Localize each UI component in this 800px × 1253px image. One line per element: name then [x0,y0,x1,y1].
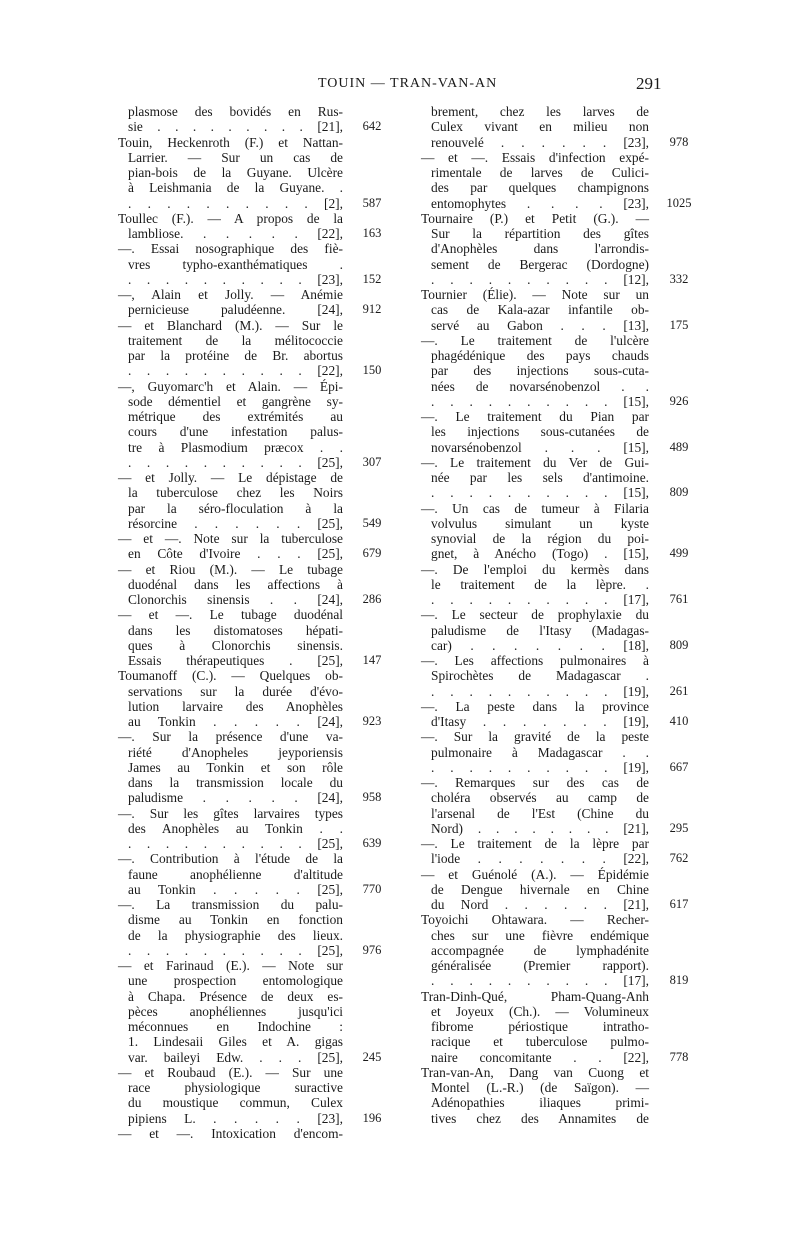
index-line: — et —. Note sur la tuberculose [118,531,343,546]
page-ref [350,409,394,424]
index-line: pian-bois de la Guyane. Ulcère [128,165,343,180]
page-ref [657,257,701,272]
index-line: cours d'une infestation palus- [128,424,343,440]
page-ref: 489 [669,439,689,454]
index-line: Culex vivant en milieu non [431,119,649,135]
index-line: Montel (L.-R.) (de Saïgon). — [431,1080,649,1095]
page-ref [657,775,701,790]
page-ref [350,180,394,195]
index-line: . . . . . . . . . . [17], [431,973,649,989]
index-line: racique et tuberculose pulmo- [431,1034,649,1050]
index-line: —. Le traitement de la lèpre par [421,836,649,851]
page-ref [350,424,394,439]
page-ref [350,577,394,592]
page-ref [657,623,701,638]
page-ref [657,241,701,256]
page-ref [350,1080,394,1095]
index-line: pipiens L. . . . . . [23], [128,1110,343,1126]
page-ref: 912 [362,302,382,317]
page-ref: 778 [669,1049,689,1064]
index-line: — et —. Intoxication d'encom- [118,1125,343,1141]
page-ref: 819 [669,973,689,988]
index-line: ques à Clonorchis sinensis. [128,637,343,653]
index-line: nées de novarsénobenzol . . [431,378,649,394]
index-line: synovial de la région du poi- [431,531,649,546]
page-ref [350,958,394,973]
index-line: au Tonkin . . . . . [25], [128,881,343,897]
index-line: lution larvaire des Anophèles [128,698,343,714]
index-line: disme au Tonkin en fonction [128,912,343,928]
index-line: Clonorchis sinensis . . [24], [128,592,343,607]
page-ref [657,668,701,683]
index-line: . . . . . . . . . . [2], [128,195,343,211]
page-ref [657,699,701,714]
index-line: —. Les affections pulmonaires à [421,653,649,668]
page-ref [657,577,701,592]
index-line: —. Sur la gravité de la peste [421,729,649,745]
page-ref [350,760,394,775]
index-line: paludisme de l'Itasy (Madagas- [431,622,649,638]
index-line: une prospection entomologique [128,973,343,989]
page-ref: 679 [362,546,382,561]
page-ref: 978 [669,134,689,149]
index-line: ches sur une fièvre endémique [431,927,649,943]
page-ref [350,562,394,577]
page-ref [657,379,701,394]
index-line: accompagnée de lymphadénite [431,942,649,958]
running-title: TOUIN — TRAN-VAN-AN [318,76,498,91]
index-line: par la protéine de Br. abortus [128,348,343,363]
index-line: Larrier. — Sur un cas de [128,149,343,165]
page-ref [350,1126,394,1141]
index-line: à Leishmania de la Guyane. . [128,180,343,196]
index-line: —. Un cas de tumeur à Filaria [421,500,649,516]
page-ref [350,989,394,1004]
page-ref: 549 [362,515,382,530]
index-line: var. baileyi Edw. . . . [25], [128,1049,343,1065]
index-line: faune anophélienne d'altitude [128,866,343,882]
page-ref [657,836,701,851]
index-line: la tuberculose chez les Noirs [128,485,343,501]
page-ref [350,607,394,622]
index-line: tre à Plasmodium præcox . . [128,439,343,455]
index-line: brement, chez les larves de [431,104,649,119]
page-ref [350,135,394,150]
index-line: plasmose des bovidés en Rus- [128,104,343,119]
index-line: Toyoichi Ohtawara. — Recher- [421,912,649,928]
page-ref [350,806,394,821]
page-ref [350,501,394,516]
page-ref: 196 [362,1110,382,1125]
page-ref [350,165,394,180]
index-line: les injections sous-cutanées de [431,424,649,440]
index-line: —. Le traitement du Pian par [421,409,649,424]
index-line: —. La transmission du palu- [118,897,343,912]
index-line: sode démentiel et gangrène sy- [128,393,343,409]
index-line: en Côte d'Ivoire . . . [25], [128,546,343,562]
index-line: traitement de la mélitococcie [128,332,343,348]
page-ref [350,699,394,714]
index-line: . . . . . . . . . . [25], [128,942,343,958]
index-line: — et Blanchard (M.). — Sur le [118,317,343,333]
page-ref: 761 [669,592,689,606]
page-ref [350,897,394,912]
index-line: servations sur la durée d'évo- [128,683,343,699]
index-line: d'Itasy . . . . . . . [19], [431,714,649,729]
page-ref [350,394,394,409]
page-ref [350,333,394,348]
page-ref [350,211,394,226]
page-ref [657,729,701,744]
index-line: — et —. Le tubage duodénal [118,607,343,623]
index-line: dans les distomatoses hépati- [128,622,343,638]
index-line: Toullec (F.). — A propos de la [118,210,343,226]
page-ref [350,729,394,744]
page-ref [350,287,394,302]
page-ref [350,1095,394,1110]
index-line: des Anophèles au Tonkin . . [128,820,343,836]
page-ref: 307 [362,454,382,469]
page-ref [350,668,394,683]
index-line: . . . . . . . . . . [12], [431,271,649,287]
index-line: sement de Bergerac (Dordogne) [431,256,649,272]
index-line: l'arsenal de l'Est (Chine du [431,805,649,821]
index-line: le traitement de la lèpre. . [431,576,649,592]
page-ref [657,348,701,363]
index-line: cas de Kala-azar infantile ob- [431,302,649,318]
page-ref: 770 [362,881,382,896]
page-ref [657,470,701,485]
page-ref: 667 [669,759,689,774]
index-line: Touin, Heckenroth (F.) et Nattan- [118,134,343,150]
page-ref [350,485,394,500]
index-line: —. Le secteur de prophylaxie du [421,607,649,623]
index-line: — et —. Essais d'infection expé- [421,149,649,165]
page-ref: 150 [362,363,382,378]
index-line: pulmonaire à Madagascar . . [431,744,649,760]
page-ref: 147 [362,653,382,667]
index-line: —, Alain et Jolly. — Anémie [118,287,343,302]
page-ref [657,653,701,668]
page-ref: 499 [669,546,689,561]
page-ref [657,1019,701,1034]
page-ref: 163 [362,226,382,240]
index-line: volvulus simulant un kyste [431,515,649,531]
page-ref: 809 [669,637,689,652]
index-line: — et Farinaud (E.). — Note sur [118,958,343,973]
right-page-refs [657,104,701,1126]
index-line: d'Anophèles dans l'arrondis- [431,241,649,257]
page-ref [657,958,701,973]
left-column [118,104,343,1141]
page-ref [657,1111,701,1126]
left-page-refs [350,104,394,1141]
index-line: —. Le traitement du Ver de Gui- [421,454,649,470]
index-line: entomophytes . . . . [23], [431,195,649,211]
index-line: lambliose. . . . . . [22], [128,226,343,241]
index-line: riété d'Anopheles jeyporiensis [128,744,343,760]
index-line: duodénal dans les affections à [128,576,343,592]
page-ref: 617 [669,897,689,911]
index-line: au Tonkin . . . . . [24], [128,714,343,729]
page-ref [350,775,394,790]
index-line: naire concomitante . . [22], [431,1049,649,1065]
page-ref [350,973,394,988]
page-ref [350,623,394,638]
page-ref [350,241,394,256]
index-line: —. La peste dans la province [421,698,649,714]
page-ref [657,211,701,226]
page-ref: 410 [669,714,689,728]
page-ref [350,928,394,943]
index-line: choléra observés au camp de [431,790,649,806]
index-line: Toumanoff (C.). — Quelques ob- [118,668,343,684]
page-ref [657,943,701,958]
page-ref: 926 [669,393,689,408]
page-ref [350,531,394,546]
index-line: dans la transmission locale du [128,775,343,790]
page-ref: 923 [362,714,382,728]
index-line: Tran-Dinh-Qué, Pham-Quang-Anh [421,988,649,1004]
page-ref: 958 [362,790,382,805]
index-line: James au Tonkin et son rôle [128,759,343,775]
page-ref [657,150,701,165]
index-line: de Dengue hivernale en Chine [431,881,649,897]
page-number: 291 [636,74,662,93]
index-line: méconnues en Indochine : [128,1019,343,1034]
index-line: —. Remarques sur des cas de [421,775,649,790]
index-line: Tournaire (P.) et Petit (G.). — [421,210,649,226]
page-ref [657,745,701,760]
page-ref [350,318,394,333]
page-ref: 809 [669,485,689,500]
page-ref [350,379,394,394]
index-line: —. Contribution à l'étude de la [118,851,343,867]
page-ref [350,104,394,119]
index-line: Nord) . . . . . . . . [21], [431,820,649,836]
page-ref [350,1065,394,1080]
page-ref [350,745,394,760]
page-ref [350,1034,394,1049]
page-ref [657,1080,701,1095]
index-line: Spirochètes de Madagascar . [431,668,649,684]
index-line: métrique des extrémités au [128,409,343,424]
index-line: . . . . . . . . . . [25], [128,836,343,851]
page-ref: 261 [669,683,689,698]
page-ref [657,806,701,821]
index-line: rimentale de larves de Culici- [431,165,649,180]
index-line: vres typho-exanthématiques . [128,256,343,272]
index-line: servé au Gabon . . . [13], [431,317,649,333]
index-line: de la physiographie des lieux. [128,927,343,943]
right-column [421,104,649,1126]
index-line: Tran-van-An, Dang van Cuong et [421,1064,649,1080]
page-ref [657,531,701,546]
page-ref [657,928,701,943]
page-ref: 587 [362,195,382,210]
index-line: . . . . . . . . . . [19], [431,759,649,775]
page-ref: 152 [362,271,382,286]
page-ref: 639 [362,836,382,850]
index-line: des par quelques champignons [431,180,649,196]
page-ref: 332 [669,271,689,286]
page-ref: 295 [669,820,689,835]
page-ref [657,1034,701,1049]
page-ref [657,501,701,516]
index-line: — et Riou (M.). — Le tubage [118,561,343,577]
page-ref [657,1065,701,1080]
page-ref: 245 [362,1049,382,1064]
page-ref [657,165,701,180]
index-line: . . . . . . . . . . [15], [431,485,649,501]
index-line: Tournier (Élie). — Note sur un [421,287,649,302]
page-ref [350,440,394,455]
index-line: . . . . . . . . . . [25], [128,454,343,470]
page-ref [657,882,701,897]
page-ref [657,180,701,195]
index-line: —, Guyomarc'h et Alain. — Épi- [118,378,343,394]
index-line: —. Essai nosographique des fiè- [118,241,343,257]
index-line: — et Roubaud (E.). — Sur une [118,1064,343,1080]
page-ref [350,1019,394,1034]
index-line: . . . . . . . . . . [22], [128,363,343,379]
index-line: Sur la répartition des gîtes [431,226,649,241]
index-line: sie . . . . . . . . . [21], [128,119,343,135]
page-ref [657,1004,701,1019]
index-line: . . . . . . . . . . [15], [431,393,649,409]
page-ref [657,516,701,531]
index-line: novarsénobenzol . . . [15], [431,439,649,455]
page-ref [350,684,394,699]
page-ref [657,867,701,882]
page-ref [657,989,701,1004]
index-line: par des injections sous-cuta- [431,363,649,379]
index-line: —. Sur la présence d'une va- [118,729,343,745]
page-ref [657,424,701,439]
index-line: . . . . . . . . . . [17], [431,592,649,607]
index-line: paludisme . . . . . [24], [128,790,343,806]
page-ref [350,257,394,272]
index-line: tives chez des Annamites de [431,1110,649,1126]
page-ref [657,119,701,134]
page-ref [657,790,701,805]
index-line: généralisée (Premier rapport). [431,958,649,973]
index-line: —. Le traitement de l'ulcère [421,332,649,348]
index-line: née par les sels d'antimoine. [431,470,649,485]
index-line: l'iode . . . . . . . [22], [431,851,649,867]
index-line: 1. Lindesaii Giles et A. gigas [128,1034,343,1050]
index-line: —. De l'emploi du kermès dans [421,561,649,577]
index-line: à Chapa. Présence de deux es- [128,988,343,1004]
page-ref [350,1004,394,1019]
page-ref [657,302,701,317]
page-ref [350,851,394,866]
page-ref [657,1095,701,1110]
index-line: car) . . . . . . . [18], [431,637,649,653]
page-ref: 642 [362,119,382,134]
page-ref [657,226,701,241]
index-line: — et Guénolé (A.). — Épidémie [421,866,649,882]
page-ref: 976 [362,942,382,957]
index-line: fibrome périostique intratho- [431,1019,649,1034]
page-ref [657,287,701,302]
page-ref [350,638,394,653]
index-line: . . . . . . . . . . [19], [431,683,649,699]
index-line: Adénopathies iliaques primi- [431,1095,649,1111]
page-ref [657,363,701,378]
index-line: du Nord . . . . . . [21], [431,897,649,912]
page-ref [350,912,394,927]
page-ref: 1025 [666,195,692,210]
running-header [0,76,800,100]
page-ref [350,821,394,836]
page-ref [350,867,394,882]
index-line: pèces anophéliennes jusqu'ici [128,1003,343,1019]
page-ref [657,333,701,348]
page-ref [657,607,701,622]
index-line: race physiologique suractive [128,1080,343,1095]
page-ref [350,470,394,485]
index-line: —. Sur les gîtes larvaires types [118,805,343,821]
index-line: . . . . . . . . . . [23], [128,271,343,287]
page-ref: 286 [362,592,382,606]
page-ref: 762 [669,851,689,866]
index-line: par la séro-floculation à la [128,500,343,516]
page-ref [350,348,394,363]
index-line: renouvelé . . . . . . [23], [431,134,649,150]
index-line: du moustique commun, Culex [128,1095,343,1111]
page-ref [657,912,701,927]
index-line: Essais thérapeutiques . [25], [128,653,343,668]
page-ref [657,455,701,470]
index-line: phagédénique des pays chauds [431,348,649,363]
index-line: résorcine . . . . . . [25], [128,515,343,531]
index-line: et Joyeux (Ch.). — Volumineux [431,1003,649,1019]
page-ref [657,409,701,424]
index-line: gnet, à Anécho (Togo) . [15], [431,546,649,562]
page-ref [350,150,394,165]
index-line: pernicieuse paludéenne. [24], [128,302,343,318]
index-line: — et Jolly. — Le dépistage de [118,470,343,485]
page-ref [657,104,701,119]
page-ref [657,562,701,577]
page-ref: 175 [669,317,689,332]
